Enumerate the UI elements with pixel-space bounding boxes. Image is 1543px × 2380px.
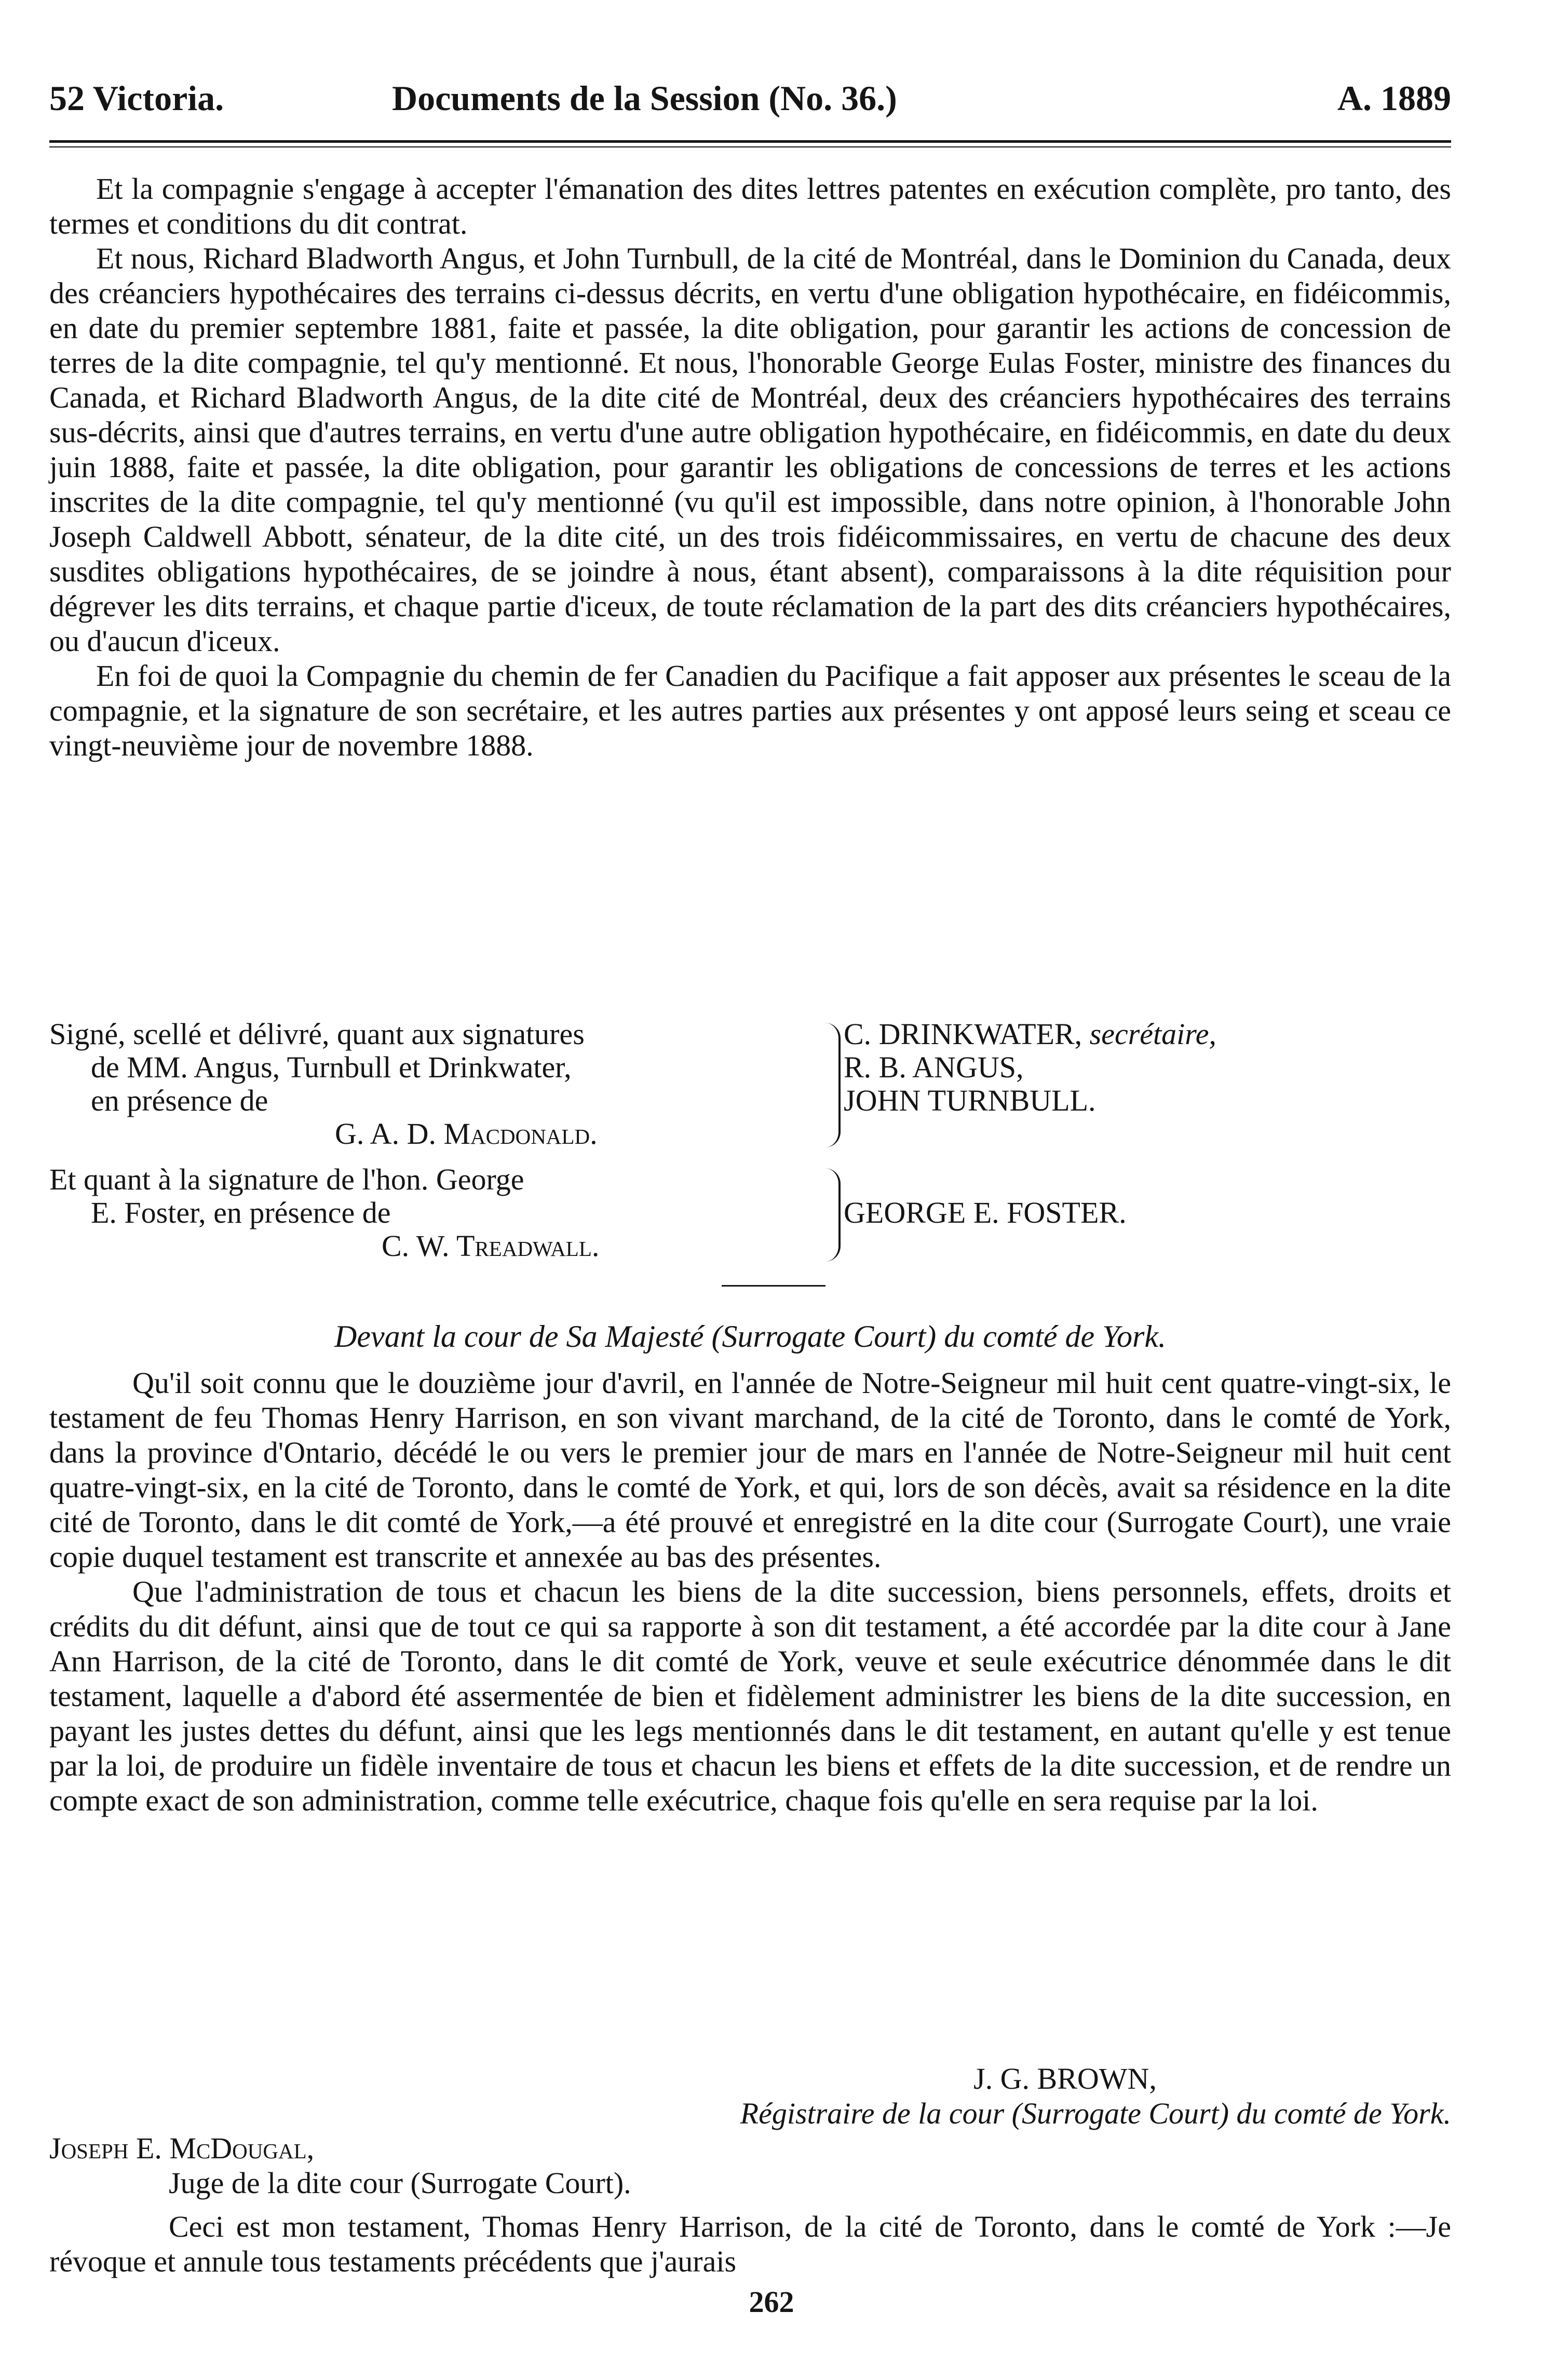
brace <box>823 1168 841 1262</box>
witness-name: G. A. D. Macdonald. <box>335 1117 598 1151</box>
registrar-title: Régistraire de la cour (Surrogate Court) du comté de York. <box>740 2097 1451 2130</box>
signatory-title: secrétaire, <box>1089 1017 1216 1051</box>
paragraph: Qu'il soit connu que le douzième jour d'avril, en l'année de Notre-Seigneur mil huit cent quatre-vingt-six, le testament de feu Thomas Henry Harrison, en son vivant marchand, de la cité de Toronto, dans le comté de York, dans la province d'Ontario, décédé le ou vers le premier jour de mars en l'année de Notre-Seigneur mil huit cent quatre-vingt-six, en la cité de Toronto, dans le comté de York, et qui, lors de son décès, avait sa résidence en la dite cité de Toronto, dans le dit comté de York,—a été prouvé et enregistré en la dite cour (Surrogate Court), une vraie copie duquel testament est transcrite et annexée au bas des présentes. <box>49 1366 1451 1574</box>
witness-line: en présence de <box>91 1084 268 1117</box>
paragraph: Que l'administration de tous et chacun les biens de la dite succession, biens personnels, effets, droits et crédits du dit défunt, ainsi que de tout ce qui sa rapporte à son dit testament, a été accordée par la dite cour à Jane Ann Harrison, de la cité de Toronto, dans le dit comté de York, veuve et seule exécutrice dénommée dans le dit testament, laquelle a d'abord été assermentée de bien et fidèlement administrer les biens de la dite succession, en payant les justes dettes du défunt, ainsi que les legs mentionnés dans le dit testament, en autant qu'elle y est tenue par la loi, de produire un fidèle inventaire de tous et chacun les biens et effets de la dite succession, et de rendre un compte exact de son administration, comme telle exécutrice, chaque fois qu'elle en sera requise par la loi. <box>49 1575 1451 1817</box>
witness-line: Signé, scellé et délivré, quant aux signatures <box>49 1017 585 1051</box>
registrar-name: J. G. BROWN, <box>973 2062 1157 2095</box>
signatory-name: C. DRINKWATER, <box>844 1017 1082 1051</box>
section-divider <box>722 1285 825 1287</box>
witness-line: Et quant à la signature de l'hon. George <box>49 1162 524 1196</box>
header-rule-thick <box>49 140 1451 143</box>
signatory-name: GEORGE E. FOSTER. <box>844 1196 1127 1229</box>
page-number: 262 <box>749 2285 794 2319</box>
witness-line: de MM. Angus, Turnbull et Drinkwater, <box>91 1050 572 1084</box>
paragraph: Et nous, Richard Bladworth Angus, et John Turnbull, de la cité de Montréal, dans le Dominion du Canada, deux des créanciers hypothécaires des terrains ci-dessus décrits, en vertu d'une obligation hypothécaire, en fidéicommis, en date du premier septembre 1881, faite et passée, la dite obligation, pour garantir les actions de concession de terres de la dite compagnie, tel qu'y mentionné. Et nous, l'honorable George Eulas Foster, ministre des finances du Canada, et Richard Bladworth Angus, de la dite cité de Montréal, deux des créanciers hypothécaires des terrains sus-décrits, ainsi que d'autres terrains, en vertu d'une autre obligation hypothécaire, en fidéicommis, en date du deux juin 1888, faite et passée, la dite obligation, pour garantir les obligations de concessions de terres et les actions inscrites de la dite compagnie, tel qu'y mentionné (vu qu'il est impossible, dans notre opinion, à l'honorable John Joseph Caldwell Abbott, sénateur, de la dite cité, un des trois fidéicommissaires, en vertu de chacune des deux susdites obligations hypothécaires, de se joindre à nous, étant absent), comparaissons à la dite réquisition pour dégrever les dits terrains, et chaque partie d'iceux, de toute réclamation de la part des dits créanciers hypothécaires, ou d'aucun d'iceux. <box>49 241 1451 658</box>
signatory-name: R. B. ANGUS, <box>844 1050 1024 1084</box>
paragraph: En foi de quoi la Compagnie du chemin de fer Canadien du Pacifique a fait apposer aux présentes le sceau de la compagnie, et la signature de son secrétaire, et les autres parties aux présentes y ont apposé leurs seing et sceau ce vingt-neuvième jour de novembre 1888. <box>49 659 1451 762</box>
header-rule-thin <box>49 146 1451 147</box>
witness-text-1 <box>49 1018 818 1151</box>
body-text-2 <box>49 1365 1451 1818</box>
signature-block-2 <box>49 1163 1451 1267</box>
judge-title: Juge de la dite cour (Surrogate Court). <box>169 2166 631 2200</box>
brace <box>823 1023 841 1147</box>
witness-text-2 <box>49 1163 818 1263</box>
signatories-2 <box>844 1196 1467 1229</box>
judge-name: Joseph E. McDougal, <box>49 2131 315 2165</box>
page-header <box>49 78 1451 119</box>
body-text-3 <box>49 2209 1451 2279</box>
signatories-1 <box>844 1018 1467 1117</box>
signature-block-1 <box>49 1018 1451 1153</box>
signatory-name: JOHN TURNBULL. <box>844 1084 1096 1117</box>
header-left: 52 Victoria. <box>49 78 224 118</box>
paragraph: Et la compagnie s'engage à accepter l'émanation des dites lettres patentes en exécution complète, pro tanto, des termes et conditions du dit contrat. <box>49 172 1451 240</box>
court-heading: Devant la cour de Sa Majesté (Surrogate Court) du comté de York. <box>334 1319 1166 1354</box>
header-right: A. 1889 <box>1337 78 1451 118</box>
signatory-line <box>844 1018 1467 1051</box>
witness-line: E. Foster, en présence de <box>91 1196 391 1229</box>
paragraph: Ceci est mon testament, Thomas Henry Harrison, de la cité de Toronto, dans le comté de York :—Je révoque et annule tous testaments précédents que j'aurais <box>49 2210 1451 2278</box>
body-text-1 <box>49 171 1451 763</box>
header-title: Documents de la Session (No. 36.) <box>392 78 897 118</box>
witness-name: C. W. Treadwall. <box>382 1229 600 1263</box>
